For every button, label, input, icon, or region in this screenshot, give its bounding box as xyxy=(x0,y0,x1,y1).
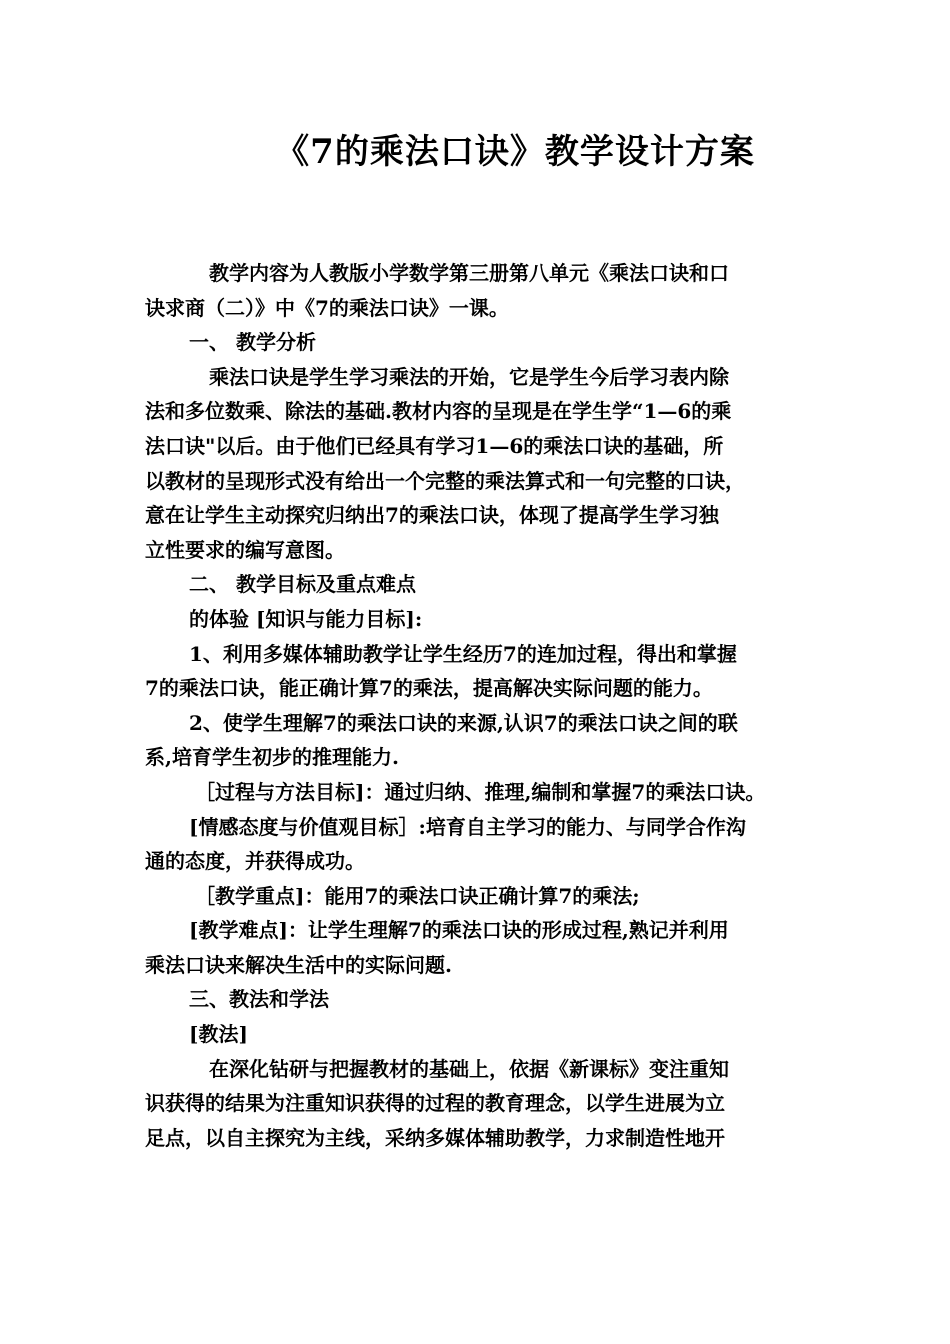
paragraph-line: 诀求商（二）》中《7的乘法口诀》一课。 xyxy=(145,295,509,320)
paragraph-line: 乘法口诀是学生学习乘法的开始，它是学生今后学习表内除 xyxy=(209,364,729,389)
paragraph-line: 乘法口诀来解决生活中的实际问题. xyxy=(145,952,452,977)
paragraph-line: 意在让学生主动探究归纳出7的乘法口诀，体现了提高学生学习独 xyxy=(145,503,719,528)
paragraph-line: 1、利用多媒体辅助教学让学生经历7的连加过程，得出和掌握 xyxy=(189,641,737,666)
section-heading: 二、 教学目标及重点难点 xyxy=(189,572,416,597)
paragraph-line: 识获得的结果为注重知识获得的过程的教育理念，以学生进展为立 xyxy=(145,1091,725,1116)
paragraph-line: 通的态度，并获得成功。 xyxy=(145,849,365,874)
title-text: 《7的乘法口诀》教学设计方案 xyxy=(275,132,755,172)
paragraph-line: 2、使学生理解7的乘法口诀的来源,认识7的乘法口诀之间的联 xyxy=(189,710,738,735)
paragraph-line: 7的乘法口诀，能正确计算7的乘法，提高解决实际问题的能力。 xyxy=(145,676,713,701)
paragraph-line: 在深化钻研与把握教材的基础上，依据《新课标》变注重知 xyxy=(209,1056,729,1081)
paragraph-line: 法和多位数乘、除法的基础.教材内容的呈现是在学生学“1—6的乘 xyxy=(145,399,732,424)
section-heading: 一、 教学分析 xyxy=(189,330,316,355)
paragraph-line: 法口诀"以后。由于他们已经具有学习1—6的乘法口诀的基础，所 xyxy=(145,433,724,458)
document-body xyxy=(145,256,815,1155)
paragraph-line: 教学内容为人教版小学数学第三册第八单元《乘法口诀和口 xyxy=(209,261,729,285)
paragraph-line: 立性要求的编写意图。 xyxy=(145,537,345,562)
paragraph-line: [教学难点]：让学生理解7的乘法口诀的形成过程,熟记并利用 xyxy=(189,918,729,943)
subsection-heading: 的体验 [知识与能力目标]: xyxy=(189,606,423,631)
subsection-heading: [教法] xyxy=(189,1022,248,1047)
paragraph-line: 以教材的呈现形式没有给出一个完整的乘法算式和一句完整的口诀， xyxy=(145,468,745,493)
document-title xyxy=(0,124,950,173)
paragraph-line: ［过程与方法目标]：通过归纳、推理,编制和掌握7的乘法口诀。 xyxy=(195,779,766,804)
paragraph-line: ［教学重点]：能用7的乘法口诀正确计算7的乘法; xyxy=(195,883,640,908)
paragraph-line: 足点，以自主探究为主线，采纳多媒体辅助教学，力求制造性地开 xyxy=(145,1125,725,1150)
paragraph-line: [情感态度与价值观目标］:培育自主学习的能力、与同学合作沟 xyxy=(189,814,746,839)
section-heading: 三、教法和学法 xyxy=(189,987,329,1012)
paragraph-line: 系,培育学生初步的推理能力. xyxy=(145,745,399,770)
